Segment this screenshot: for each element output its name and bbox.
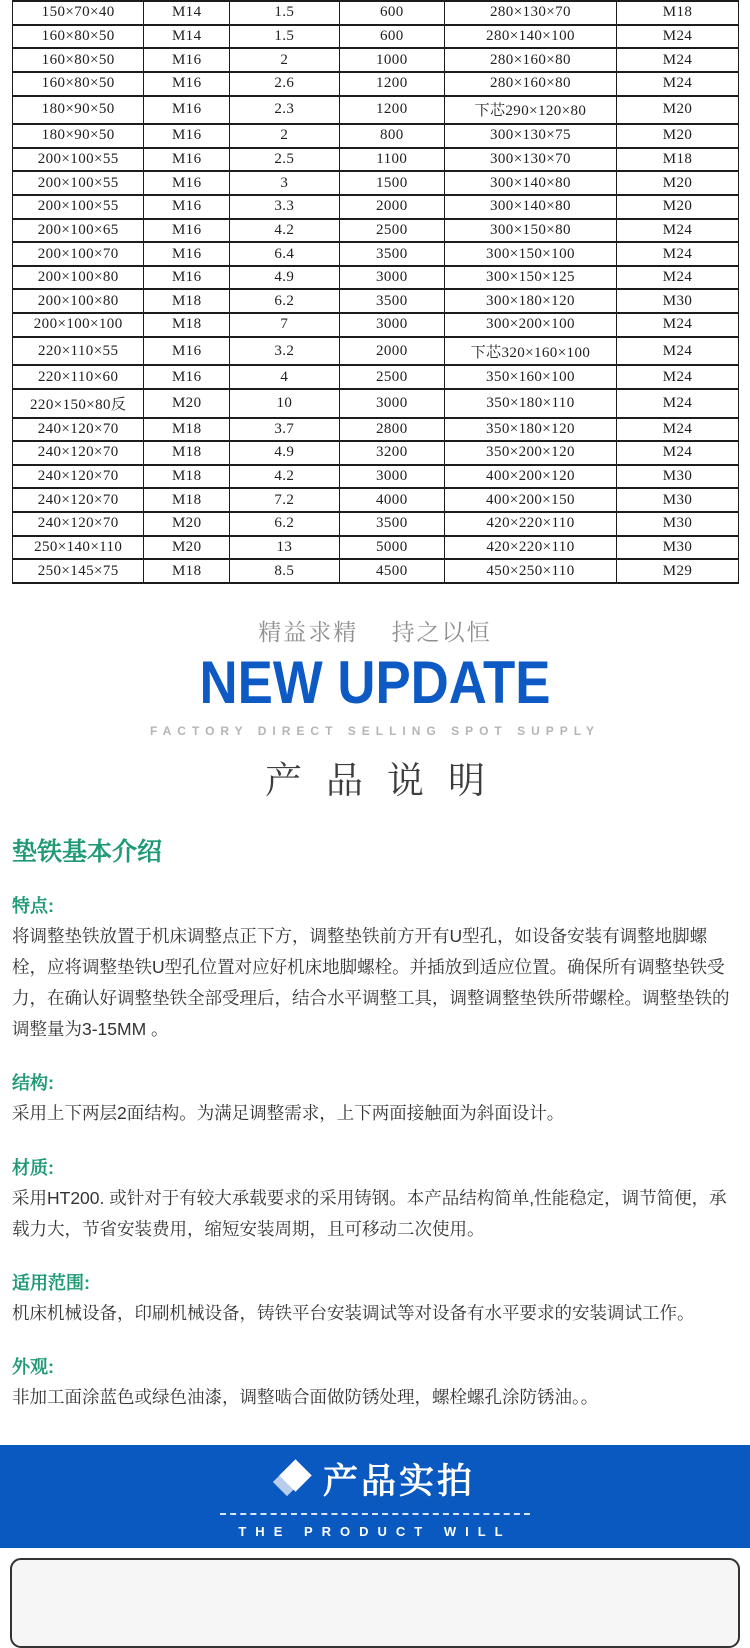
table-cell: M16 bbox=[144, 219, 230, 243]
section-text: 机床机械设备，印刷机械设备，铸铁平台安装调试等对设备有水平要求的安装调试工作。 bbox=[12, 1302, 695, 1323]
table-row bbox=[13, 171, 739, 195]
table-cell: M18 bbox=[144, 418, 230, 442]
table-cell: M30 bbox=[616, 465, 738, 489]
section-text: 采用HT200. 或针对于有较大承载要求的采用铸钢。本产品结构简单,性能稳定，调节简便，承载力大，节省安装费用，缩短安装周期，且可移动二次使用。 bbox=[12, 1187, 727, 1239]
table-row bbox=[13, 1, 739, 25]
table-cell: 3500 bbox=[339, 512, 444, 536]
table-cell: 10 bbox=[230, 389, 340, 418]
table-cell: 3 bbox=[230, 171, 340, 195]
table-cell: M16 bbox=[144, 48, 230, 72]
table-row bbox=[13, 195, 739, 219]
table-cell: M20 bbox=[616, 124, 738, 148]
product-description bbox=[0, 832, 750, 1413]
table-cell: 300×140×80 bbox=[444, 171, 616, 195]
table-cell: 600 bbox=[339, 25, 444, 49]
table-cell: 160×80×50 bbox=[13, 48, 144, 72]
table-cell: 4000 bbox=[339, 488, 444, 512]
table-row bbox=[13, 289, 739, 313]
table-cell: M16 bbox=[144, 337, 230, 366]
table-cell: 3000 bbox=[339, 313, 444, 337]
table-cell: 420×220×110 bbox=[444, 512, 616, 536]
table-row bbox=[13, 365, 739, 389]
table-cell: 7.2 bbox=[230, 488, 340, 512]
table-cell: M29 bbox=[616, 559, 738, 583]
table-cell: 下芯290×120×80 bbox=[444, 96, 616, 125]
table-cell: M18 bbox=[144, 465, 230, 489]
footer-banner-title: 产品实拍 bbox=[322, 1462, 475, 1502]
table-cell: M24 bbox=[616, 365, 738, 389]
table-cell: M16 bbox=[144, 72, 230, 96]
table-cell: M24 bbox=[616, 48, 738, 72]
description-sections bbox=[12, 892, 738, 1413]
section-label: 特点: bbox=[12, 895, 54, 916]
table-cell: 3200 bbox=[339, 441, 444, 465]
table-cell: M30 bbox=[616, 536, 738, 560]
table-cell: 1000 bbox=[339, 48, 444, 72]
table-cell: M16 bbox=[144, 171, 230, 195]
table-cell: 280×160×80 bbox=[444, 72, 616, 96]
table-cell: 2500 bbox=[339, 365, 444, 389]
table-cell: M18 bbox=[616, 1, 738, 25]
table-cell: 300×150×80 bbox=[444, 219, 616, 243]
table-cell: M16 bbox=[144, 195, 230, 219]
intro-heading: 垫铁基本介绍 bbox=[12, 837, 163, 866]
footer-banner-subtitle: THE PRODUCT WILL bbox=[238, 1524, 512, 1540]
new-update-banner bbox=[0, 614, 750, 804]
table-cell: M20 bbox=[144, 389, 230, 418]
table-cell: 300×130×70 bbox=[444, 148, 616, 172]
table-cell: 200×100×80 bbox=[13, 266, 144, 290]
table-cell: 200×100×55 bbox=[13, 171, 144, 195]
table-cell: M18 bbox=[144, 289, 230, 313]
table-cell: 7 bbox=[230, 313, 340, 337]
table-cell: M14 bbox=[144, 25, 230, 49]
table-cell: 1100 bbox=[339, 148, 444, 172]
table-cell: 6.2 bbox=[230, 289, 340, 313]
table-row bbox=[13, 266, 739, 290]
table-row bbox=[13, 219, 739, 243]
table-cell: 420×220×110 bbox=[444, 536, 616, 560]
banner-tagline: 精益求精 持之以恒 bbox=[258, 619, 492, 645]
section-title: 产品说明 bbox=[265, 759, 509, 801]
table-cell: M30 bbox=[616, 488, 738, 512]
table-row bbox=[13, 242, 739, 266]
table-cell: 13 bbox=[230, 536, 340, 560]
table-cell: 200×100×65 bbox=[13, 219, 144, 243]
table-row bbox=[13, 313, 739, 337]
table-cell: M18 bbox=[144, 441, 230, 465]
table-cell: 350×160×100 bbox=[444, 365, 616, 389]
table-cell: 300×140×80 bbox=[444, 195, 616, 219]
table-row bbox=[13, 148, 739, 172]
table-cell: 3500 bbox=[339, 242, 444, 266]
table-cell: 200×100×80 bbox=[13, 289, 144, 313]
table-cell: M30 bbox=[616, 289, 738, 313]
table-cell: 240×120×70 bbox=[13, 418, 144, 442]
section-text: 将调整垫铁放置于机床调整点正下方，调整垫铁前方开有U型孔，如设备安装有调整地脚螺栓，应将调整垫铁U型孔位置对应好机床地脚螺栓。并插放到适应位置。确保所有调整垫铁受力，在确认好调整垫铁全部受理后，结合水平调整工具，调整调整垫铁所带螺栓。调整垫铁的调整量为3-15MM 。 bbox=[12, 925, 730, 1040]
spec-table bbox=[12, 0, 739, 584]
section-label: 适用范围: bbox=[12, 1272, 90, 1293]
table-cell: 5000 bbox=[339, 536, 444, 560]
table-cell: 1200 bbox=[339, 72, 444, 96]
table-cell: 180×90×50 bbox=[13, 96, 144, 125]
table-cell: M24 bbox=[616, 389, 738, 418]
table-cell: M24 bbox=[616, 441, 738, 465]
table-row bbox=[13, 72, 739, 96]
table-cell: 6.2 bbox=[230, 512, 340, 536]
table-cell: 4 bbox=[230, 365, 340, 389]
table-row bbox=[13, 536, 739, 560]
table-cell: 180×90×50 bbox=[13, 124, 144, 148]
table-cell: 450×250×110 bbox=[444, 559, 616, 583]
section-label: 结构: bbox=[12, 1073, 54, 1094]
table-cell: 600 bbox=[339, 1, 444, 25]
table-cell: 1500 bbox=[339, 171, 444, 195]
table-cell: M24 bbox=[616, 266, 738, 290]
table-cell: 300×200×100 bbox=[444, 313, 616, 337]
table-cell: 3000 bbox=[339, 389, 444, 418]
table-cell: 280×140×100 bbox=[444, 25, 616, 49]
table-cell: M16 bbox=[144, 242, 230, 266]
table-cell: 200×100×100 bbox=[13, 313, 144, 337]
table-cell: M16 bbox=[144, 266, 230, 290]
table-row bbox=[13, 96, 739, 125]
diamond-icon bbox=[275, 1461, 311, 1497]
table-cell: 2 bbox=[230, 124, 340, 148]
table-cell: 2000 bbox=[339, 337, 444, 366]
table-cell: 280×160×80 bbox=[444, 48, 616, 72]
table-row bbox=[13, 418, 739, 442]
table-cell: 1.5 bbox=[230, 1, 340, 25]
table-cell: M24 bbox=[616, 219, 738, 243]
table-cell: M16 bbox=[144, 124, 230, 148]
table-row bbox=[13, 48, 739, 72]
dashed-divider bbox=[220, 1513, 530, 1515]
table-cell: 150×70×40 bbox=[13, 1, 144, 25]
section-label: 外观: bbox=[12, 1356, 54, 1377]
table-cell: 3.3 bbox=[230, 195, 340, 219]
table-cell: 200×100×55 bbox=[13, 195, 144, 219]
table-cell: 2500 bbox=[339, 219, 444, 243]
table-cell: 1200 bbox=[339, 96, 444, 125]
table-cell: 2.6 bbox=[230, 72, 340, 96]
table-cell: 4.9 bbox=[230, 266, 340, 290]
table-cell: 800 bbox=[339, 124, 444, 148]
banner-title: NEW UPDATE bbox=[199, 649, 551, 716]
table-cell: 200×100×55 bbox=[13, 148, 144, 172]
table-cell: 220×110×60 bbox=[13, 365, 144, 389]
table-cell: 350×200×120 bbox=[444, 441, 616, 465]
table-cell: 300×180×120 bbox=[444, 289, 616, 313]
table-cell: 2 bbox=[230, 48, 340, 72]
table-cell: M20 bbox=[616, 171, 738, 195]
table-cell: M14 bbox=[144, 1, 230, 25]
table-cell: 240×120×70 bbox=[13, 441, 144, 465]
table-cell: M20 bbox=[144, 536, 230, 560]
table-row bbox=[13, 559, 739, 583]
table-cell: 350×180×120 bbox=[444, 418, 616, 442]
table-cell: M20 bbox=[616, 195, 738, 219]
table-row bbox=[13, 488, 739, 512]
table-cell: 250×145×75 bbox=[13, 559, 144, 583]
table-cell: 250×140×110 bbox=[13, 536, 144, 560]
table-cell: 2800 bbox=[339, 418, 444, 442]
table-cell: 220×150×80反 bbox=[13, 389, 144, 418]
table-row bbox=[13, 337, 739, 366]
table-cell: M18 bbox=[144, 488, 230, 512]
table-cell: 4.2 bbox=[230, 219, 340, 243]
table-row bbox=[13, 512, 739, 536]
table-cell: M20 bbox=[616, 96, 738, 125]
table-cell: M30 bbox=[616, 512, 738, 536]
table-cell: M16 bbox=[144, 148, 230, 172]
table-cell: 3.7 bbox=[230, 418, 340, 442]
table-cell: 4.9 bbox=[230, 441, 340, 465]
table-cell: M24 bbox=[616, 242, 738, 266]
table-cell: 200×100×70 bbox=[13, 242, 144, 266]
table-cell: 3500 bbox=[339, 289, 444, 313]
banner-subtitle: FACTORY DIRECT SELLING SPOT SUPPLY bbox=[149, 723, 601, 738]
table-cell: 300×130×75 bbox=[444, 124, 616, 148]
table-cell: 3.2 bbox=[230, 337, 340, 366]
table-cell: 2.3 bbox=[230, 96, 340, 125]
table-cell: 240×120×70 bbox=[13, 512, 144, 536]
table-row bbox=[13, 25, 739, 49]
table-cell: M24 bbox=[616, 313, 738, 337]
table-cell: M24 bbox=[616, 418, 738, 442]
table-cell: 240×120×70 bbox=[13, 465, 144, 489]
table-cell: M24 bbox=[616, 337, 738, 366]
table-cell: 3000 bbox=[339, 465, 444, 489]
table-cell: 280×130×70 bbox=[444, 1, 616, 25]
table-cell: M24 bbox=[616, 25, 738, 49]
table-cell: M18 bbox=[144, 313, 230, 337]
table-cell: M20 bbox=[144, 512, 230, 536]
table-cell: 1.5 bbox=[230, 25, 340, 49]
table-cell: M18 bbox=[144, 559, 230, 583]
table-cell: 2000 bbox=[339, 195, 444, 219]
table-cell: 2.5 bbox=[230, 148, 340, 172]
table-cell: 3000 bbox=[339, 266, 444, 290]
table-cell: 6.4 bbox=[230, 242, 340, 266]
table-cell: 160×80×50 bbox=[13, 25, 144, 49]
section-text: 非加工面涂蓝色或绿色油漆，调整啮合面做防锈处理，螺栓螺孔涂防锈油。。 bbox=[12, 1386, 599, 1407]
table-cell: 8.5 bbox=[230, 559, 340, 583]
table-cell: M16 bbox=[144, 365, 230, 389]
section-label: 材质: bbox=[12, 1157, 54, 1178]
table-row bbox=[13, 124, 739, 148]
table-cell: 400×200×120 bbox=[444, 465, 616, 489]
section-text: 采用上下两层2面结构。为满足调整需求，上下两面接触面为斜面设计。 bbox=[12, 1103, 565, 1124]
footer-banner-title-row bbox=[275, 1454, 475, 1504]
table-cell: 160×80×50 bbox=[13, 72, 144, 96]
table-cell: M16 bbox=[144, 96, 230, 125]
table-cell: 350×180×110 bbox=[444, 389, 616, 418]
table-row bbox=[13, 465, 739, 489]
table-cell: 240×120×70 bbox=[13, 488, 144, 512]
table-cell: 300×150×100 bbox=[444, 242, 616, 266]
table-cell: 4.2 bbox=[230, 465, 340, 489]
product-photo-frame bbox=[10, 1558, 740, 1648]
table-cell: 下芯320×160×100 bbox=[444, 337, 616, 366]
table-cell: 400×200×150 bbox=[444, 488, 616, 512]
table-cell: M24 bbox=[616, 72, 738, 96]
table-cell: 220×110×55 bbox=[13, 337, 144, 366]
table-row bbox=[13, 389, 739, 418]
table-cell: M18 bbox=[616, 148, 738, 172]
table-cell: 4500 bbox=[339, 559, 444, 583]
product-photos-banner bbox=[0, 1445, 750, 1548]
table-row bbox=[13, 441, 739, 465]
table-cell: 300×150×125 bbox=[444, 266, 616, 290]
